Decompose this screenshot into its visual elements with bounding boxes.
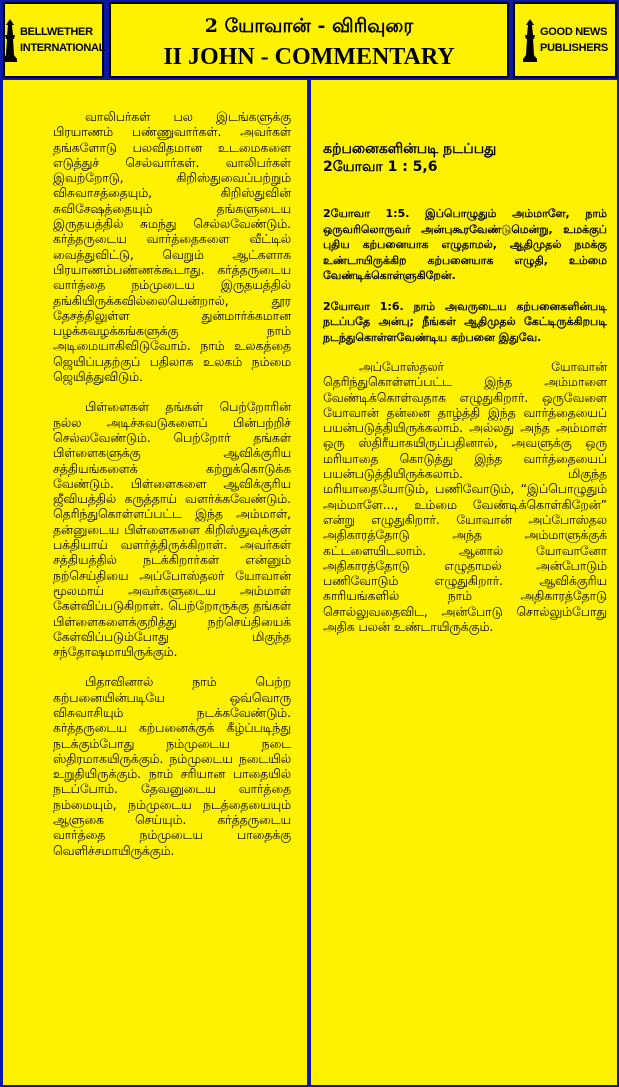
left-paragraph-1: வாலிபர்கள் பல இடங்களுக்கு பிரயாணம் பண்ணுவார்கள். அவர்கள் தங்களோடு பலவிதமான உடமைகளை எடுத்துச் செல்வார்கள். வாலிபர்கள் இவற்றோடு, கிறிஸ்துவைப்பற்றும் விசுவாசத்தையும், கிறிஸ்துவின் சுவிசேஷத்தையும் தங்களுடைய இருதயத்தில் சுமந்து செல்லவேண்டும். கர்த்தருடைய வார்த்தைகளை வீட்டில் வைத்துவிட்டு, வெறும் ஆட்களாக பிரயாணம்பண்ணக்கூடாது. கர்த்தருடைய வார்த்தை நம்முடைய இருதயத்தில் தங்கியிருக்கவில்லையென்றால், தூர தேசத்திலுள்ள துன்மார்க்கமான பழக்கவழக்கங்களுக்கு நாம் அடிமையாகிவிடுவோம். நாம் உலகத்தை ஜெயிப்பதற்குப் பதிலாக உலகம் நம்மை ஜெயித்துவிடும். [53, 110, 291, 385]
bellwether-logo [5, 4, 106, 76]
left-paragraph-2: பிள்ளைகள் தங்கள் பெற்றோரின் நல்ல அடிச்சுவடுகளைப் பின்பற்றிச் செல்லவேண்டும். பெற்றோர் தங்கள் பிள்ளைகளுக்கு ஆவிக்குரிய சத்தியங்களைக் கற்றுக்கொடுக்க வேண்டும். பிள்ளைகளை ஆவிக்குரிய ஜீவியத்தில் கருத்தாய் வளர்க்கவேண்டும். தெரிந்துகொள்ளப்பட்ட இந்த அம்மாள், தன்னுடைய பிள்ளைகளை கிறிஸ்துவுக்குள் பக்தியாய் வளர்த்திருக்கிறாள். அவர்கள் சத்தியத்தில் நடக்கிறார்கள் என்னும் நற்செய்தியை அப்போஸ்தலர் யோவான் மூலமாய் அவர்களுடைய அம்மாள் கேள்விப்படுகிறாள். பெற்றோருக்கு தங்கள் பிள்ளைகளைக்குறித்து நற்செய்தியைக் கேள்விப்படும்போது மிகுந்த சந்தோஷமாயிருக்கும். [53, 400, 291, 660]
verse-1: 2யோவா 1:5. இப்பொழுதும் அம்மாளே, நாம் ஒருவரிலொருவர் அன்புகூரவேண்டுமென்று, உமக்குப் புதிய கற்பனையாக எழுதாமல், ஆதிமுதல் நமக்கு உண்டாயிருக்கிற கற்பனையாக எழுதி, உம்மை வேண்டிக்கொள்ளுகிறேன். [323, 207, 607, 282]
commentary-paragraph: அப்போஸ்தலர் யோவான் தெரிந்துகொள்ளப்பட்ட இந்த அம்மாளை வேண்டிக்கொள்வதாக எழுதுகிறார். ஒருவேளை யோவான் தன்னை தாழ்த்தி இந்த வார்த்தையைப் பயன்படுத்தியிருக்கலாம். அல்லது அந்த அம்மாள் ஒரு ஸ்திரீயாகயிருப்பதினால், அவளுக்கு ஒரு மரியாதை கொடுத்து இந்த வார்த்தையைப் பயன்படுத்தியிருக்கலாம். மிகுந்த மரியாதையோடும், பணிவோடும், “இப்பொழுதும் அம்மாளே..., உம்மை வேண்டிக்கொள்கிறேன்” என்று எழுதுகிறார். யோவான் அப்போஸ்தல அதிகாரத்தோடு அந்த அம்மாளுக்குக் கட்டளையிடலாம். ஆனால் யோவானோ அதிகாரத்தோடு எழுதாமல் அன்போடும் பணிவோடும் எழுதுகிறார். ஆவிக்குரிய காரியங்களில் நாம் அதிகாரத்தோடு சொல்லுவதைவிட, அன்போடு சொல்லும்போது அதிக பலன் உண்டாயிருக்கும். [323, 360, 607, 635]
title-english: II JOHN - COMMENTARY [163, 44, 455, 70]
title-tamil: 2 யோவான் - விரிவுரை [204, 15, 414, 37]
bellwether-logo-box [3, 2, 104, 78]
right-logo-line2: PUBLISHERS [540, 42, 608, 54]
section-heading-title: கற்பனைகளின்படி நடப்பது [323, 141, 497, 157]
section-heading-reference: 2யோவா 1 : 5,6 [323, 159, 438, 175]
good-news-logo [515, 4, 615, 76]
section-heading [323, 140, 607, 176]
right-logo-line1: GOOD NEWS [540, 26, 608, 38]
good-news-logo-box [513, 2, 617, 78]
left-paragraph-3: பிதாவினால் நாம் பெற்ற கற்பனையின்படியே ஒவ்வொரு விசுவாசியும் நடக்கவேண்டும். கர்த்தருடைய கற்பனைக்குக் கீழ்ப்படிந்து நடக்கும்போது நம்முடைய நடை ஸ்திரமாகயிருக்கும். நம்முடைய நடையில் உறுதியிருக்கும். நாம் சரியான பாதையில் நடப்போம். தேவனுடைய வார்த்தை நம்மையும், நம்முடைய நடத்தையையும் ஆளுகை செய்யும். கர்த்தருடைய வார்த்தை நம்முடைய பாதைக்கு வெளிச்சமாயிருக்கும். [53, 675, 291, 858]
title-box [109, 2, 509, 78]
lamp-icon [2, 17, 18, 63]
verse-2: 2யோவா 1:6. நாம் அவருடைய கற்பனைகளின்படி நடப்பதே அன்பு; நீங்கள் ஆதிமுதல் கேட்டிருக்கிறபடி நடந்துகொள்ளவேண்டிய கற்பனை இதுவே. [323, 299, 607, 344]
left-column [3, 80, 307, 1085]
right-column [311, 80, 617, 1085]
lamp-icon [522, 17, 538, 63]
left-logo-line1: BELLWETHER [19, 26, 93, 38]
left-logo-line2: INTERNATIONAL [19, 42, 106, 54]
